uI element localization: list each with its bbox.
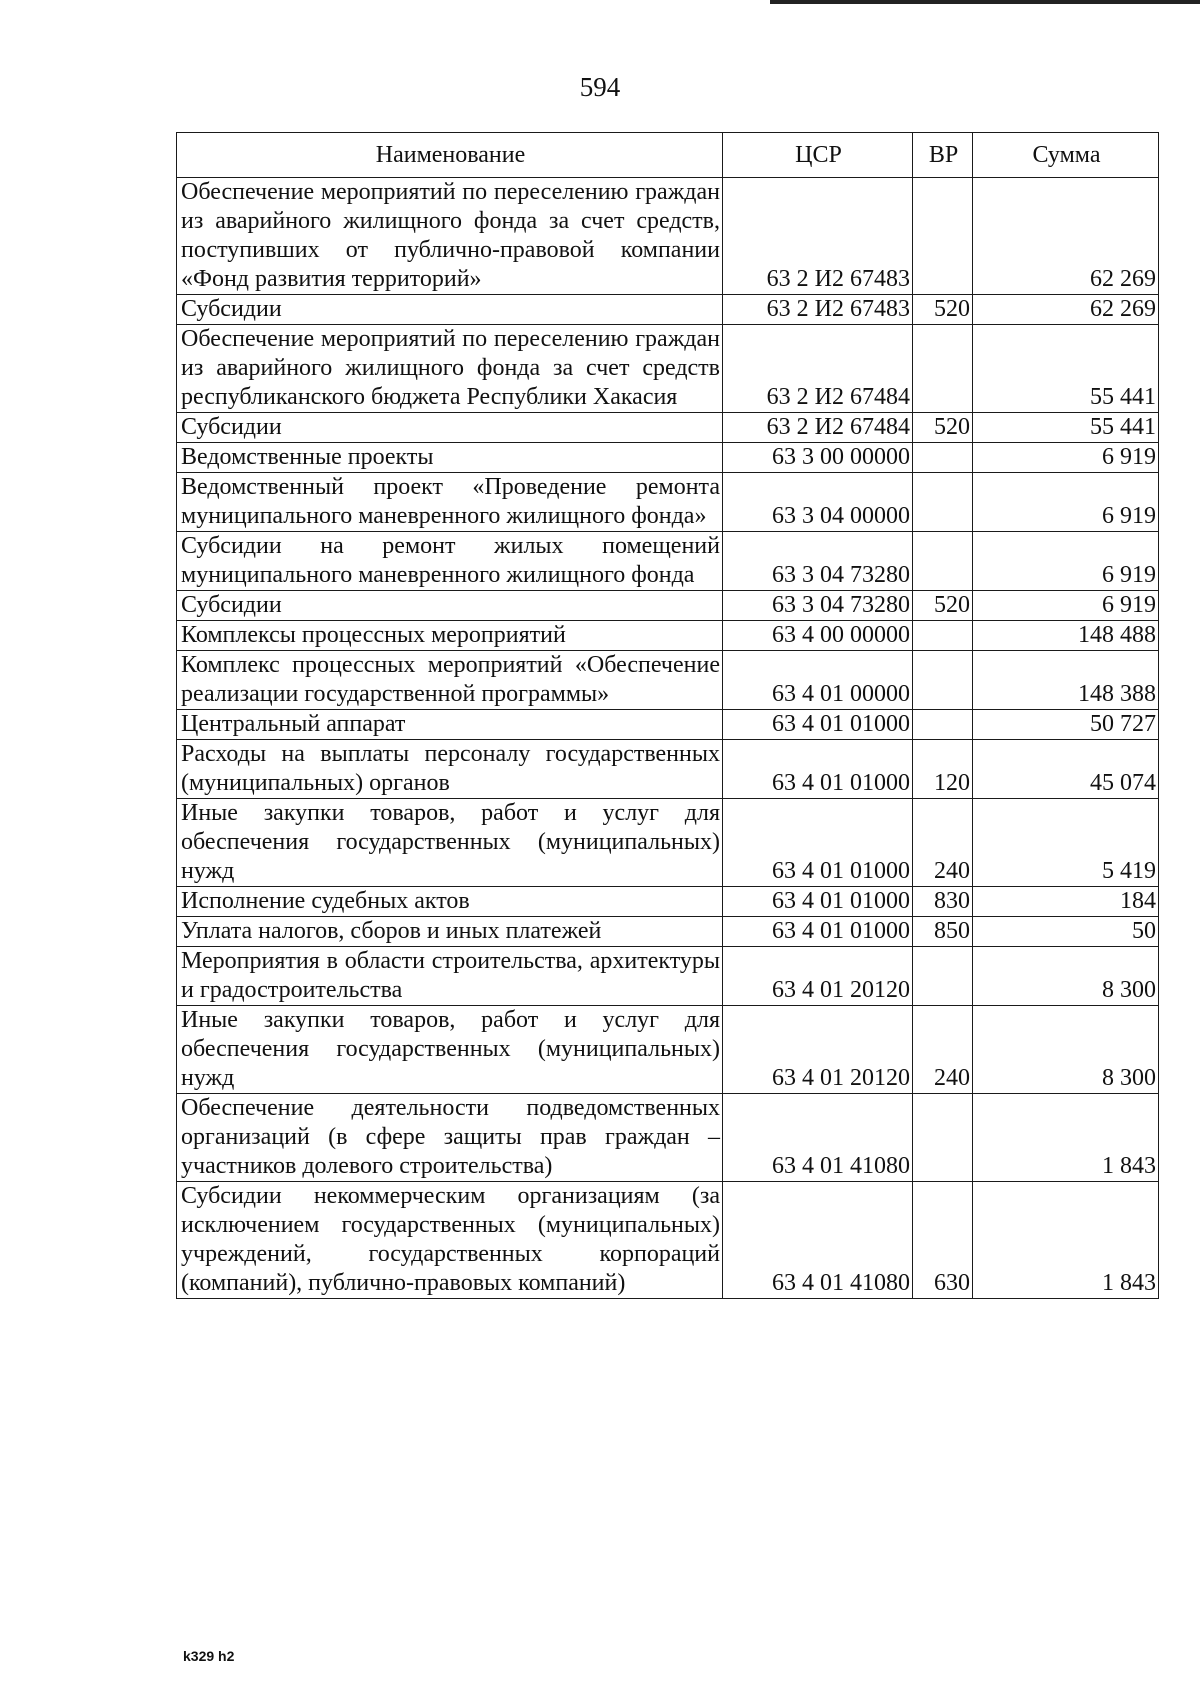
cell-sum: 50 727 [973, 710, 1159, 740]
cell-vr [913, 325, 973, 413]
cell-sum: 50 [973, 917, 1159, 947]
cell-vr [913, 651, 973, 710]
table-row [177, 473, 1159, 532]
table-row [177, 651, 1159, 710]
cell-vr [913, 178, 973, 295]
top-border-line [770, 0, 1200, 4]
table-row [177, 799, 1159, 887]
table-row [177, 1094, 1159, 1182]
cell-csr: 63 2 И2 67484 [723, 325, 913, 413]
table-row [177, 947, 1159, 1006]
cell-name: Центральный аппарат [177, 710, 723, 740]
cell-csr: 63 3 00 00000 [723, 443, 913, 473]
cell-vr: 630 [913, 1182, 973, 1299]
table-row [177, 710, 1159, 740]
cell-csr: 63 4 01 01000 [723, 887, 913, 917]
cell-sum: 148 488 [973, 621, 1159, 651]
cell-vr: 120 [913, 740, 973, 799]
cell-csr: 63 4 01 01000 [723, 799, 913, 887]
table-row [177, 917, 1159, 947]
cell-csr: 63 4 01 41080 [723, 1094, 913, 1182]
cell-name: Субсидии [177, 591, 723, 621]
footer-code: k329 h2 [183, 1648, 235, 1664]
cell-sum: 1 843 [973, 1182, 1159, 1299]
cell-vr: 850 [913, 917, 973, 947]
cell-csr: 63 4 01 01000 [723, 710, 913, 740]
cell-name: Комплексы процессных мероприятий [177, 621, 723, 651]
cell-csr: 63 4 01 41080 [723, 1182, 913, 1299]
cell-csr: 63 4 01 01000 [723, 917, 913, 947]
cell-name: Субсидии [177, 413, 723, 443]
cell-sum: 8 300 [973, 947, 1159, 1006]
budget-table [176, 132, 1159, 1299]
cell-name: Обеспечение деятельности подведомственных организаций (в сфере защиты прав граждан – участников долевого строительства) [177, 1094, 723, 1182]
cell-sum: 6 919 [973, 443, 1159, 473]
cell-csr: 63 3 04 73280 [723, 532, 913, 591]
table-row [177, 1182, 1159, 1299]
cell-csr: 63 2 И2 67484 [723, 413, 913, 443]
cell-csr: 63 4 01 20120 [723, 947, 913, 1006]
cell-vr: 240 [913, 799, 973, 887]
table-row [177, 591, 1159, 621]
cell-vr [913, 947, 973, 1006]
cell-csr: 63 4 01 00000 [723, 651, 913, 710]
cell-name: Ведомственные проекты [177, 443, 723, 473]
table-row [177, 178, 1159, 295]
cell-name: Субсидии некоммерческим организациям (за исключением государственных (муниципальных) учреждений, государственных корпораций (компаний), публично-правовых компаний) [177, 1182, 723, 1299]
header-sum: Сумма [973, 133, 1159, 178]
cell-sum: 55 441 [973, 325, 1159, 413]
header-name: Наименование [177, 133, 723, 178]
cell-name: Иные закупки товаров, работ и услуг для обеспечения государственных (муниципальных) нужд [177, 799, 723, 887]
cell-sum: 6 919 [973, 532, 1159, 591]
cell-vr: 520 [913, 591, 973, 621]
cell-name: Обеспечение мероприятий по переселению граждан из аварийного жилищного фонда за счет средств, поступивших от публично-правовой компании «Фонд развития территорий» [177, 178, 723, 295]
table-row [177, 413, 1159, 443]
table-row [177, 621, 1159, 651]
cell-sum: 1 843 [973, 1094, 1159, 1182]
cell-csr: 63 2 И2 67483 [723, 178, 913, 295]
cell-name: Исполнение судебных актов [177, 887, 723, 917]
cell-sum: 5 419 [973, 799, 1159, 887]
cell-name: Комплекс процессных мероприятий «Обеспечение реализации государственной программы» [177, 651, 723, 710]
cell-name: Иные закупки товаров, работ и услуг для обеспечения государственных (муниципальных) нужд [177, 1006, 723, 1094]
cell-name: Мероприятия в области строительства, архитектуры и градостроительства [177, 947, 723, 1006]
table-row [177, 325, 1159, 413]
cell-sum: 62 269 [973, 295, 1159, 325]
table-row [177, 295, 1159, 325]
cell-sum: 148 388 [973, 651, 1159, 710]
cell-sum: 45 074 [973, 740, 1159, 799]
cell-vr [913, 532, 973, 591]
cell-name: Субсидии [177, 295, 723, 325]
cell-csr: 63 4 01 20120 [723, 1006, 913, 1094]
table-row [177, 532, 1159, 591]
cell-vr [913, 473, 973, 532]
cell-vr: 520 [913, 413, 973, 443]
cell-sum: 6 919 [973, 591, 1159, 621]
cell-sum: 8 300 [973, 1006, 1159, 1094]
cell-sum: 6 919 [973, 473, 1159, 532]
cell-vr: 830 [913, 887, 973, 917]
header-vr: ВР [913, 133, 973, 178]
cell-name: Субсидии на ремонт жилых помещений муниципального маневренного жилищного фонда [177, 532, 723, 591]
cell-csr: 63 4 01 01000 [723, 740, 913, 799]
cell-name: Обеспечение мероприятий по переселению граждан из аварийного жилищного фонда за счет средств республиканского бюджета Республики Хакасия [177, 325, 723, 413]
table-row [177, 1006, 1159, 1094]
cell-vr: 240 [913, 1006, 973, 1094]
table-row [177, 887, 1159, 917]
page-number: 594 [579, 72, 621, 102]
cell-vr [913, 1094, 973, 1182]
table-row [177, 740, 1159, 799]
header-row [177, 133, 1159, 178]
cell-vr [913, 621, 973, 651]
cell-csr: 63 4 00 00000 [723, 621, 913, 651]
cell-csr: 63 3 04 73280 [723, 591, 913, 621]
cell-name: Расходы на выплаты персоналу государственных (муниципальных) органов [177, 740, 723, 799]
table-header [177, 133, 1159, 178]
cell-csr: 63 2 И2 67483 [723, 295, 913, 325]
cell-vr [913, 443, 973, 473]
header-csr: ЦСР [723, 133, 913, 178]
table-body [177, 178, 1159, 1299]
cell-sum: 184 [973, 887, 1159, 917]
cell-csr: 63 3 04 00000 [723, 473, 913, 532]
cell-name: Ведомственный проект «Проведение ремонта муниципального маневренного жилищного фонда» [177, 473, 723, 532]
cell-name: Уплата налогов, сборов и иных платежей [177, 917, 723, 947]
cell-sum: 55 441 [973, 413, 1159, 443]
cell-vr: 520 [913, 295, 973, 325]
table-row [177, 443, 1159, 473]
cell-vr [913, 710, 973, 740]
cell-sum: 62 269 [973, 178, 1159, 295]
